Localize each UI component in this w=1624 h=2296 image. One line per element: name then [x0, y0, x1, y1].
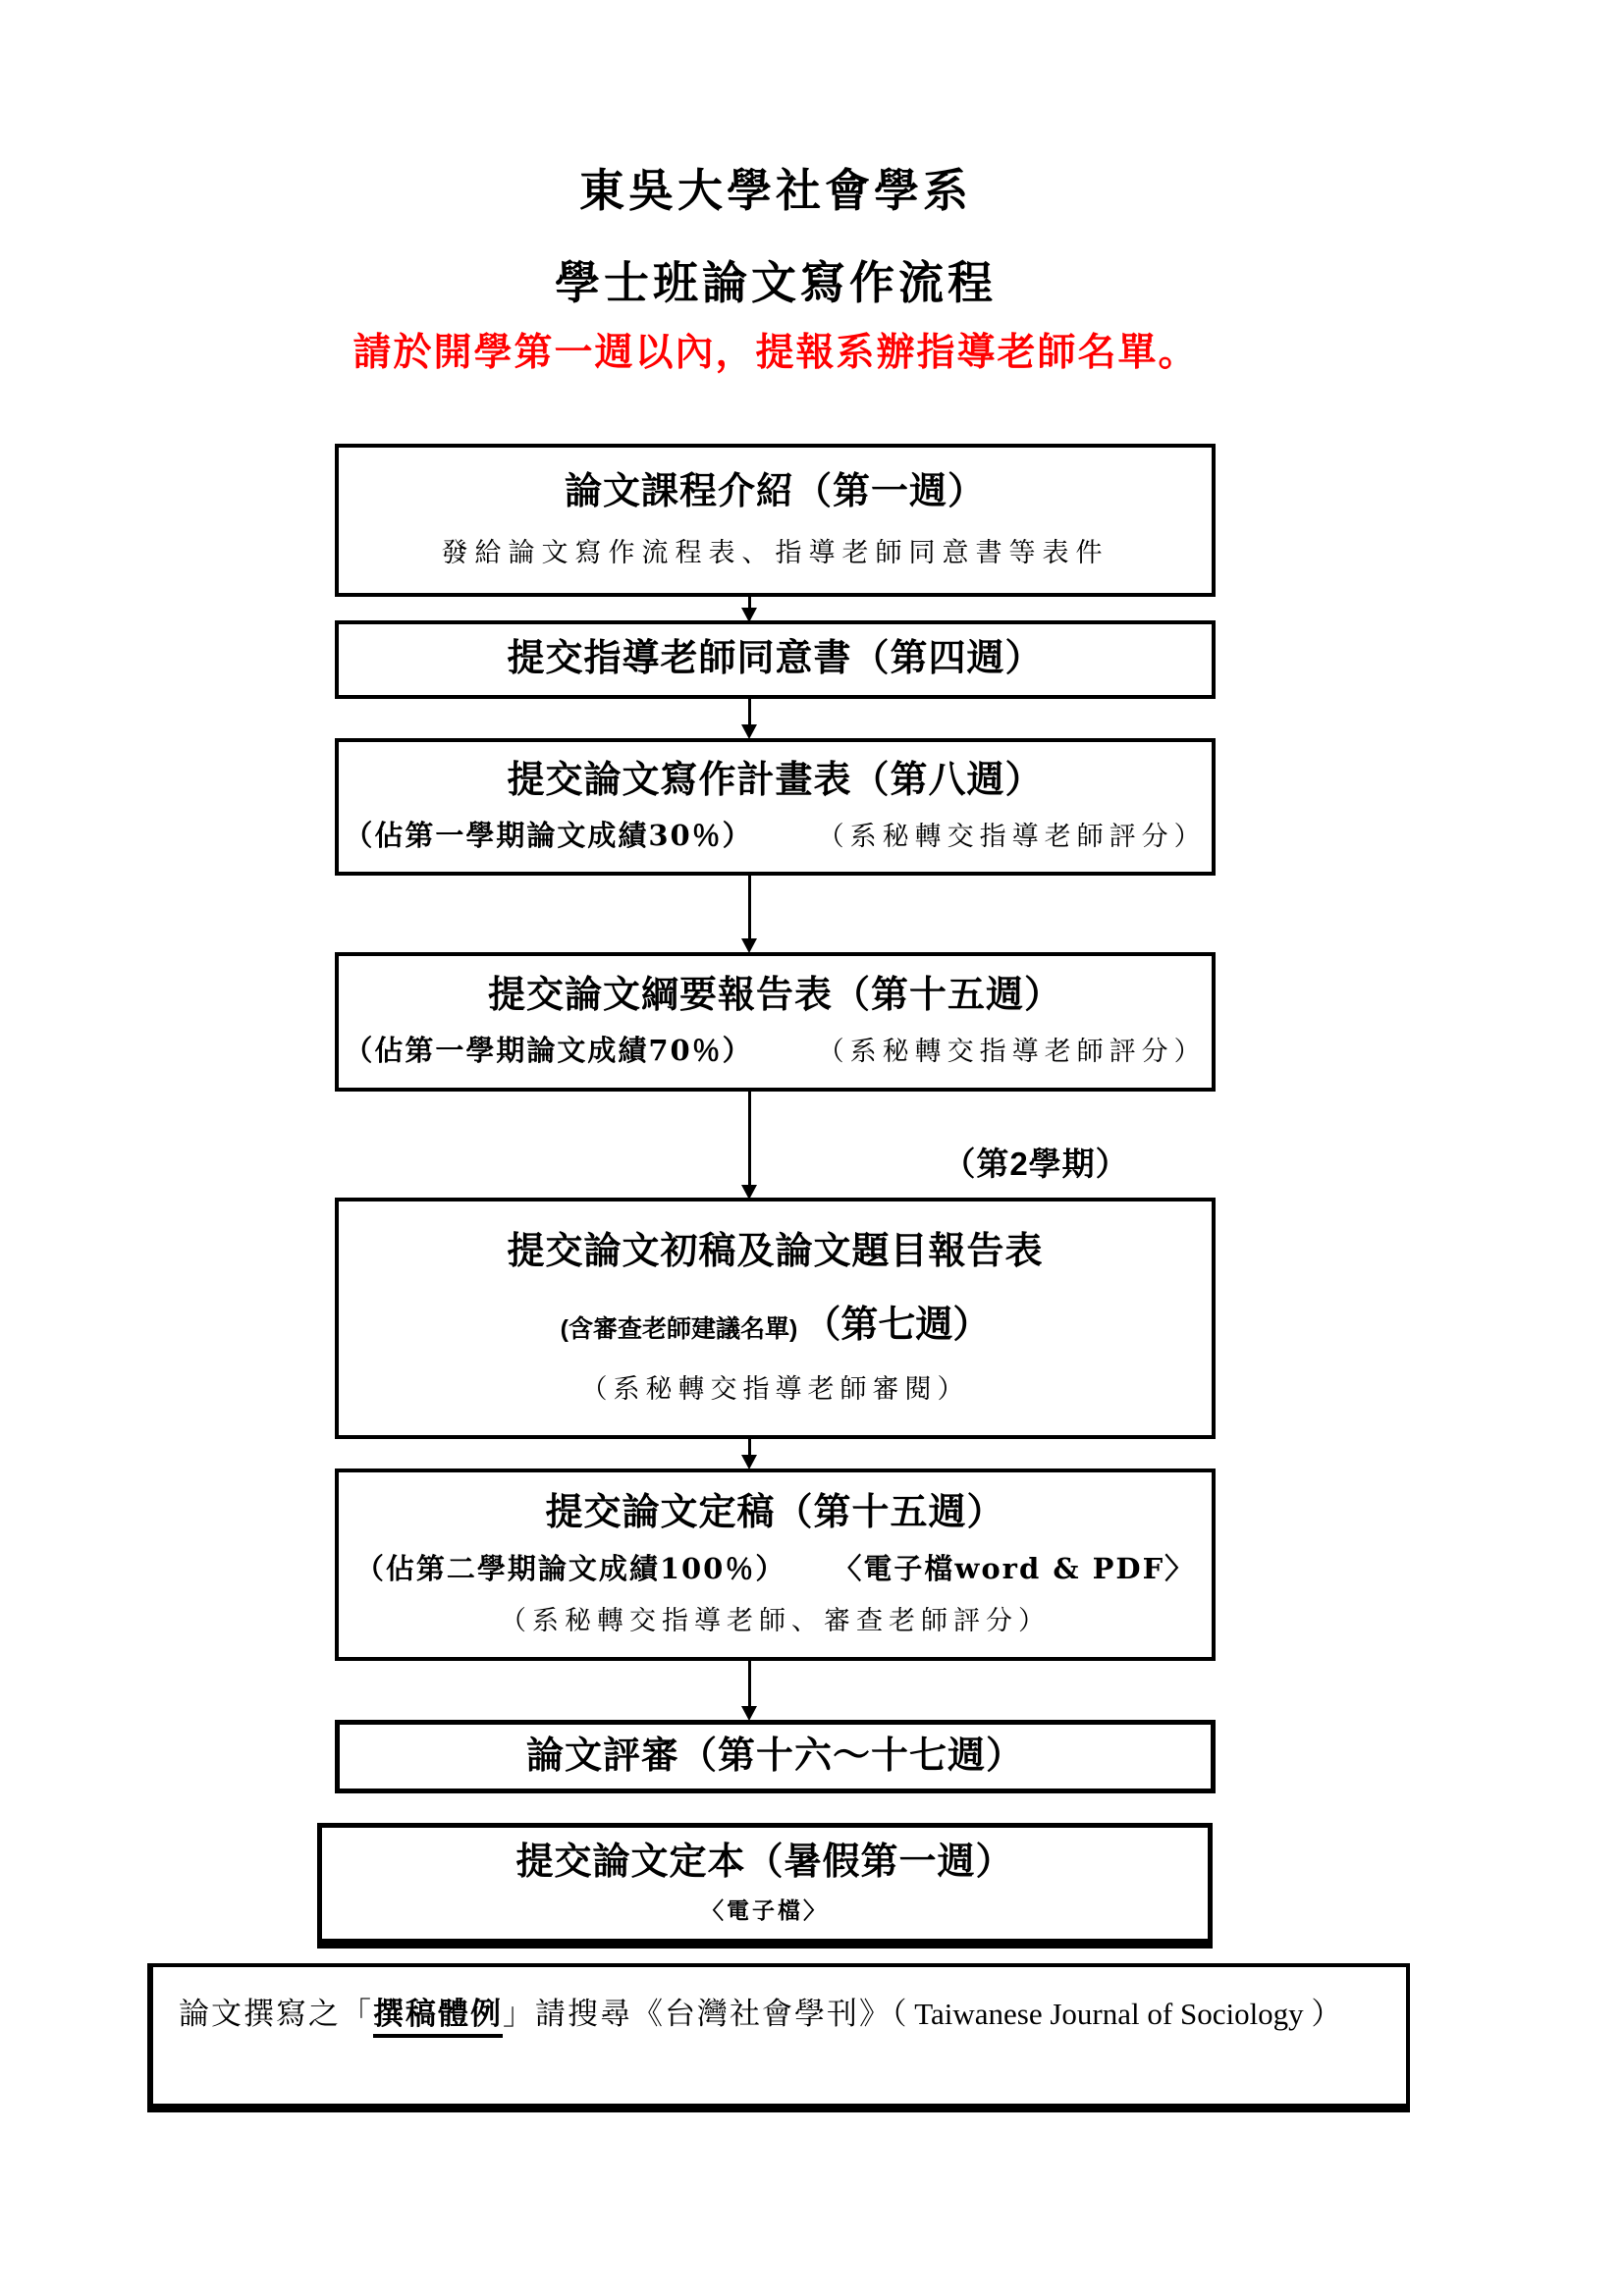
- footer-middle: 」請搜尋《台灣社會學刊》: [503, 1997, 892, 2032]
- box-title: 提交論文綱要報告表（第十五週）: [487, 975, 1062, 1017]
- footer-english: （ Taiwanese Journal of Sociology ）: [892, 1997, 1342, 2031]
- arrow-shaft: [748, 1092, 751, 1185]
- admin-note: （系秘轉交指導老師、審查老師評分）: [500, 1605, 1051, 1636]
- arrow-head-icon: [741, 1455, 757, 1469]
- header-subtitle: 學士班論文寫作流程: [555, 257, 997, 308]
- box-title: 提交指導老師同意書（第四週）: [507, 638, 1044, 680]
- flow-box-final-submission: [317, 1823, 1213, 1949]
- header-title: 東吳大學社會學系: [579, 165, 972, 216]
- arrow-shaft: [748, 1439, 751, 1455]
- footer-prefix: 論文撰寫之「: [179, 1997, 373, 2032]
- score-note: （佔第一學期論文成績30％）: [344, 818, 753, 852]
- arrow-shaft: [748, 876, 751, 938]
- box-note: 發給論文寫作流程表、指導老師同意書等表件: [441, 537, 1110, 568]
- admin-note: （系秘轉交指導老師審閱）: [580, 1373, 970, 1405]
- box-title: 論文評審（第十六～十七週）: [525, 1735, 1024, 1777]
- arrow-shaft: [748, 1661, 751, 1706]
- flow-arrow-5: [741, 1439, 757, 1469]
- flow-arrow-2: [741, 699, 757, 739]
- flow-arrow-1: [741, 597, 757, 622]
- box-title: 論文課程介紹（第一週）: [564, 471, 986, 513]
- flow-box-first-draft: [335, 1198, 1216, 1439]
- flow-box-final-manuscript: [335, 1468, 1216, 1661]
- flow-box-outline-report: [335, 952, 1216, 1092]
- format-note: 〈電子檔〉: [701, 1896, 829, 1924]
- semester-2-label: （第2學期）: [943, 1146, 1129, 1182]
- arrow-shaft: [748, 699, 751, 724]
- flow-arrow-6: [741, 1661, 757, 1721]
- style-guide-term: 撰稿體例: [373, 1997, 503, 2038]
- flow-box-writing-plan: [335, 738, 1216, 876]
- arrow-shaft: [748, 597, 751, 608]
- format-note: 〈電子檔word & PDF〉: [833, 1551, 1196, 1585]
- box-title: 提交論文初稿及論文題目報告表: [507, 1231, 1044, 1273]
- arrow-head-icon: [741, 1706, 757, 1721]
- flow-arrow-4: [741, 1092, 757, 1200]
- admin-note: （系秘轉交指導老師評分）: [817, 1036, 1207, 1067]
- box-title: 提交論文定稿（第十五週）: [545, 1492, 1005, 1534]
- admin-note: （系秘轉交指導老師評分）: [817, 821, 1207, 852]
- score-note: （佔第一學期論文成績70％）: [344, 1033, 753, 1067]
- flow-box-course-intro: [335, 444, 1216, 597]
- week-label: （第七週）: [803, 1304, 991, 1346]
- arrow-head-icon: [741, 938, 757, 953]
- arrow-head-icon: [741, 724, 757, 739]
- box-title: 提交論文定本（暑假第一週）: [515, 1842, 1014, 1884]
- score-note: （佔第二學期論文成績100％）: [354, 1551, 786, 1585]
- flow-box-advisor-consent: [335, 620, 1216, 699]
- footer-note-box: [147, 1963, 1410, 2112]
- flow-arrow-3: [741, 876, 757, 953]
- box-title: 提交論文寫作計畫表（第八週）: [507, 760, 1044, 802]
- inline-note: (含審查老師建議名單): [560, 1314, 798, 1343]
- notice-text: 請於開學第一週以內，提報系辦指導老師名單。: [352, 332, 1199, 374]
- flow-box-thesis-review: [335, 1720, 1216, 1793]
